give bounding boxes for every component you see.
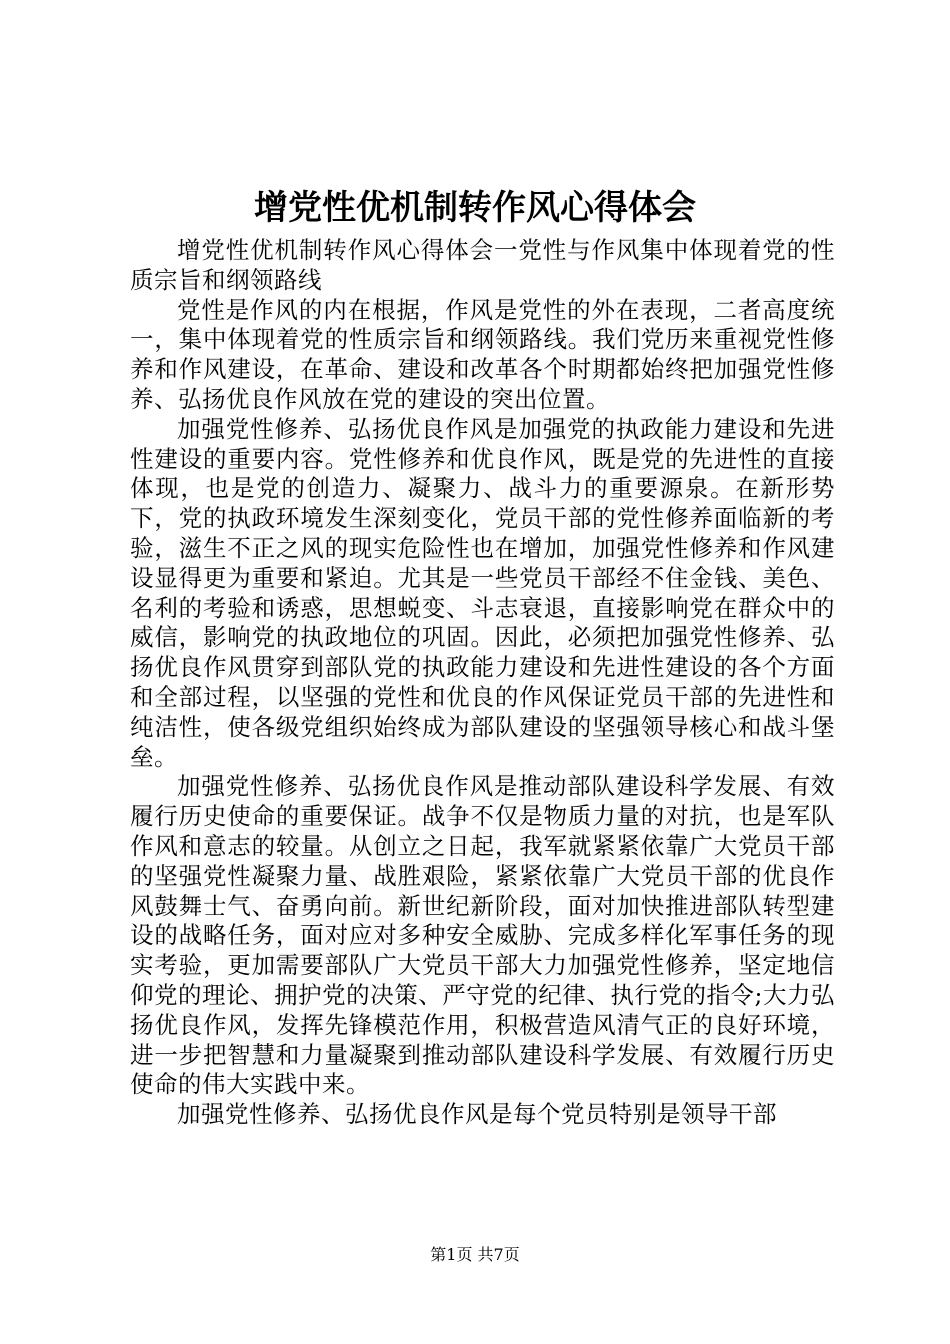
document-title: 增党性优机制转作风心得体会 — [254, 188, 696, 228]
paragraph: 增党性优机制转作风心得体会一党性与作风集中体现着党的性质宗旨和纲领路线 — [130, 236, 835, 294]
paragraph: 加强党性修养、弘扬优良作风是加强党的执政能力建设和先进性建设的重要内容。党性修养和优良作风，既是党的先进性的直接体现，也是党的创造力、凝聚力、战斗力的重要源泉。在新形势下，党的执政环境发生深刻变化，党员干部的党性修养面临新的考验，滋生不正之风的现实危险性也在增加，加强党性修养和作风建设显得更为重要和紧迫。尤其是一些党员干部经不住金钱、美色、名利的考验和诱惑，思想蜕变、斗志衰退，直接影响党在群众中的威信，影响党的执政地位的巩固。因此，必须把加强党性修养、弘扬优良作风贯穿到部队党的执政能力建设和先进性建设的各个方面和全部过程，以坚强的党性和优良的作风保证党员干部的先进性和纯洁性，使各级党组织始终成为部队建设的坚强领导核心和战斗堡垒。 — [130, 414, 835, 771]
paragraph: 加强党性修养、弘扬优良作风是推动部队建设科学发展、有效履行历史使命的重要保证。战争不仅是物质力量的对抗，也是军队作风和意志的较量。从创立之日起，我军就紧紧依靠广大党员干部的坚强党性凝聚力量、战胜艰险，紧紧依靠广大党员干部的优良作风鼓舞士气、奋勇向前。新世纪新阶段，面对加快推进部队转型建设的战略任务，面对应对多种安全威胁、完成多样化军事任务的现实考验，更加需要部队广大党员干部大力加强党性修养，坚定地信仰党的理论、拥护党的决策、严守党的纪律、执行党的指令;大力弘扬优良作风，发挥先锋模范作用，积极营造风清气正的良好环境，进一步把智慧和力量凝聚到推动部队建设科学发展、有效履行历史使命的伟大实践中来。 — [130, 772, 835, 1099]
document-body — [130, 236, 835, 1130]
paragraph: 加强党性修养、弘扬优良作风是每个党员特别是领导干部 — [177, 1100, 777, 1129]
paragraph: 党性是作风的内在根据，作风是党性的外在表现，二者高度统一，集中体现着党的性质宗旨和纲领路线。我们党历来重视党性修养和作风建设，在革命、建设和改革各个时期都始终把加强党性修养、弘扬优良作风放在党的建设的突出位置。 — [130, 295, 835, 413]
page-number-footer: 第1页 共7页 — [430, 1245, 520, 1264]
